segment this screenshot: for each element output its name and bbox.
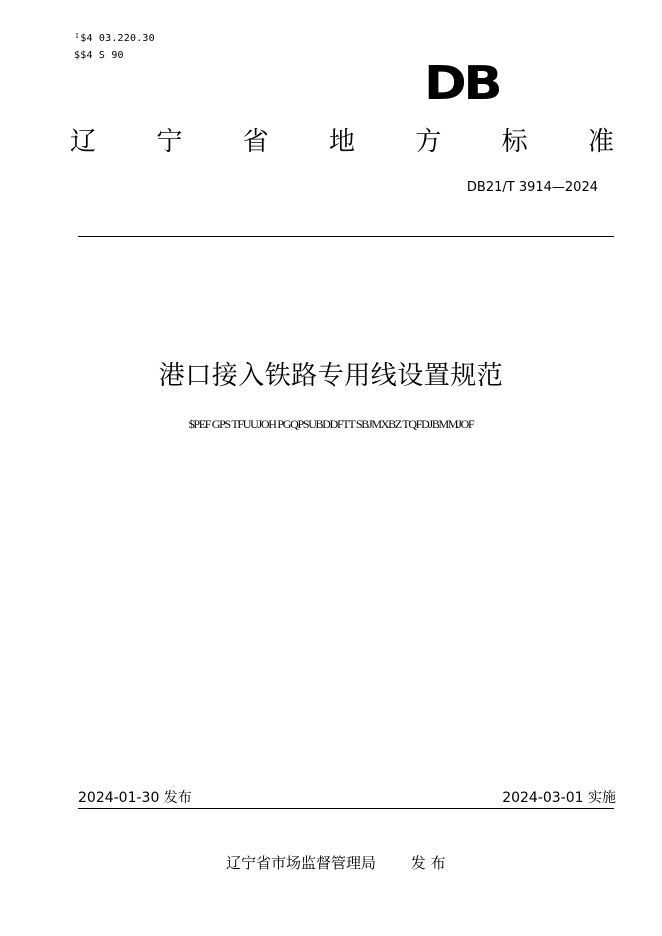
standard-type-char: 辽 (70, 127, 97, 157)
standard-number: DB21/T 3914—2024 (466, 180, 598, 195)
top-divider (78, 236, 614, 237)
standard-type-char: 地 (328, 127, 355, 157)
ics-code: ᴵ$4 03.220.30 (74, 33, 155, 44)
document-title: 港口接入铁路专用线设置规范 (158, 361, 504, 391)
issuing-authority: 辽宁省市场监督管理局 (226, 854, 377, 872)
bottom-divider (78, 808, 614, 809)
standard-type-char: 准 (587, 127, 614, 157)
standard-type-heading (70, 124, 614, 160)
implementation-date: 2024-03-01 实施 (502, 790, 616, 806)
standard-type-char: 宁 (156, 127, 183, 157)
ccs-code: $$4 S 90 (74, 50, 124, 61)
standard-type-char: 标 (501, 127, 528, 157)
publisher-line (226, 853, 446, 873)
db-logo: DB (424, 56, 500, 110)
issue-date: 2024-01-30 发布 (78, 790, 192, 806)
standard-type-char: 方 (415, 127, 442, 157)
standard-type-char: 省 (242, 127, 269, 157)
document-title-english: $PEF GPS TFUUJOH PGQPSUBDDFTT SBJMXBZ TQFDJBMMJOF (188, 417, 474, 431)
publish-action: 发 布 (410, 854, 446, 872)
